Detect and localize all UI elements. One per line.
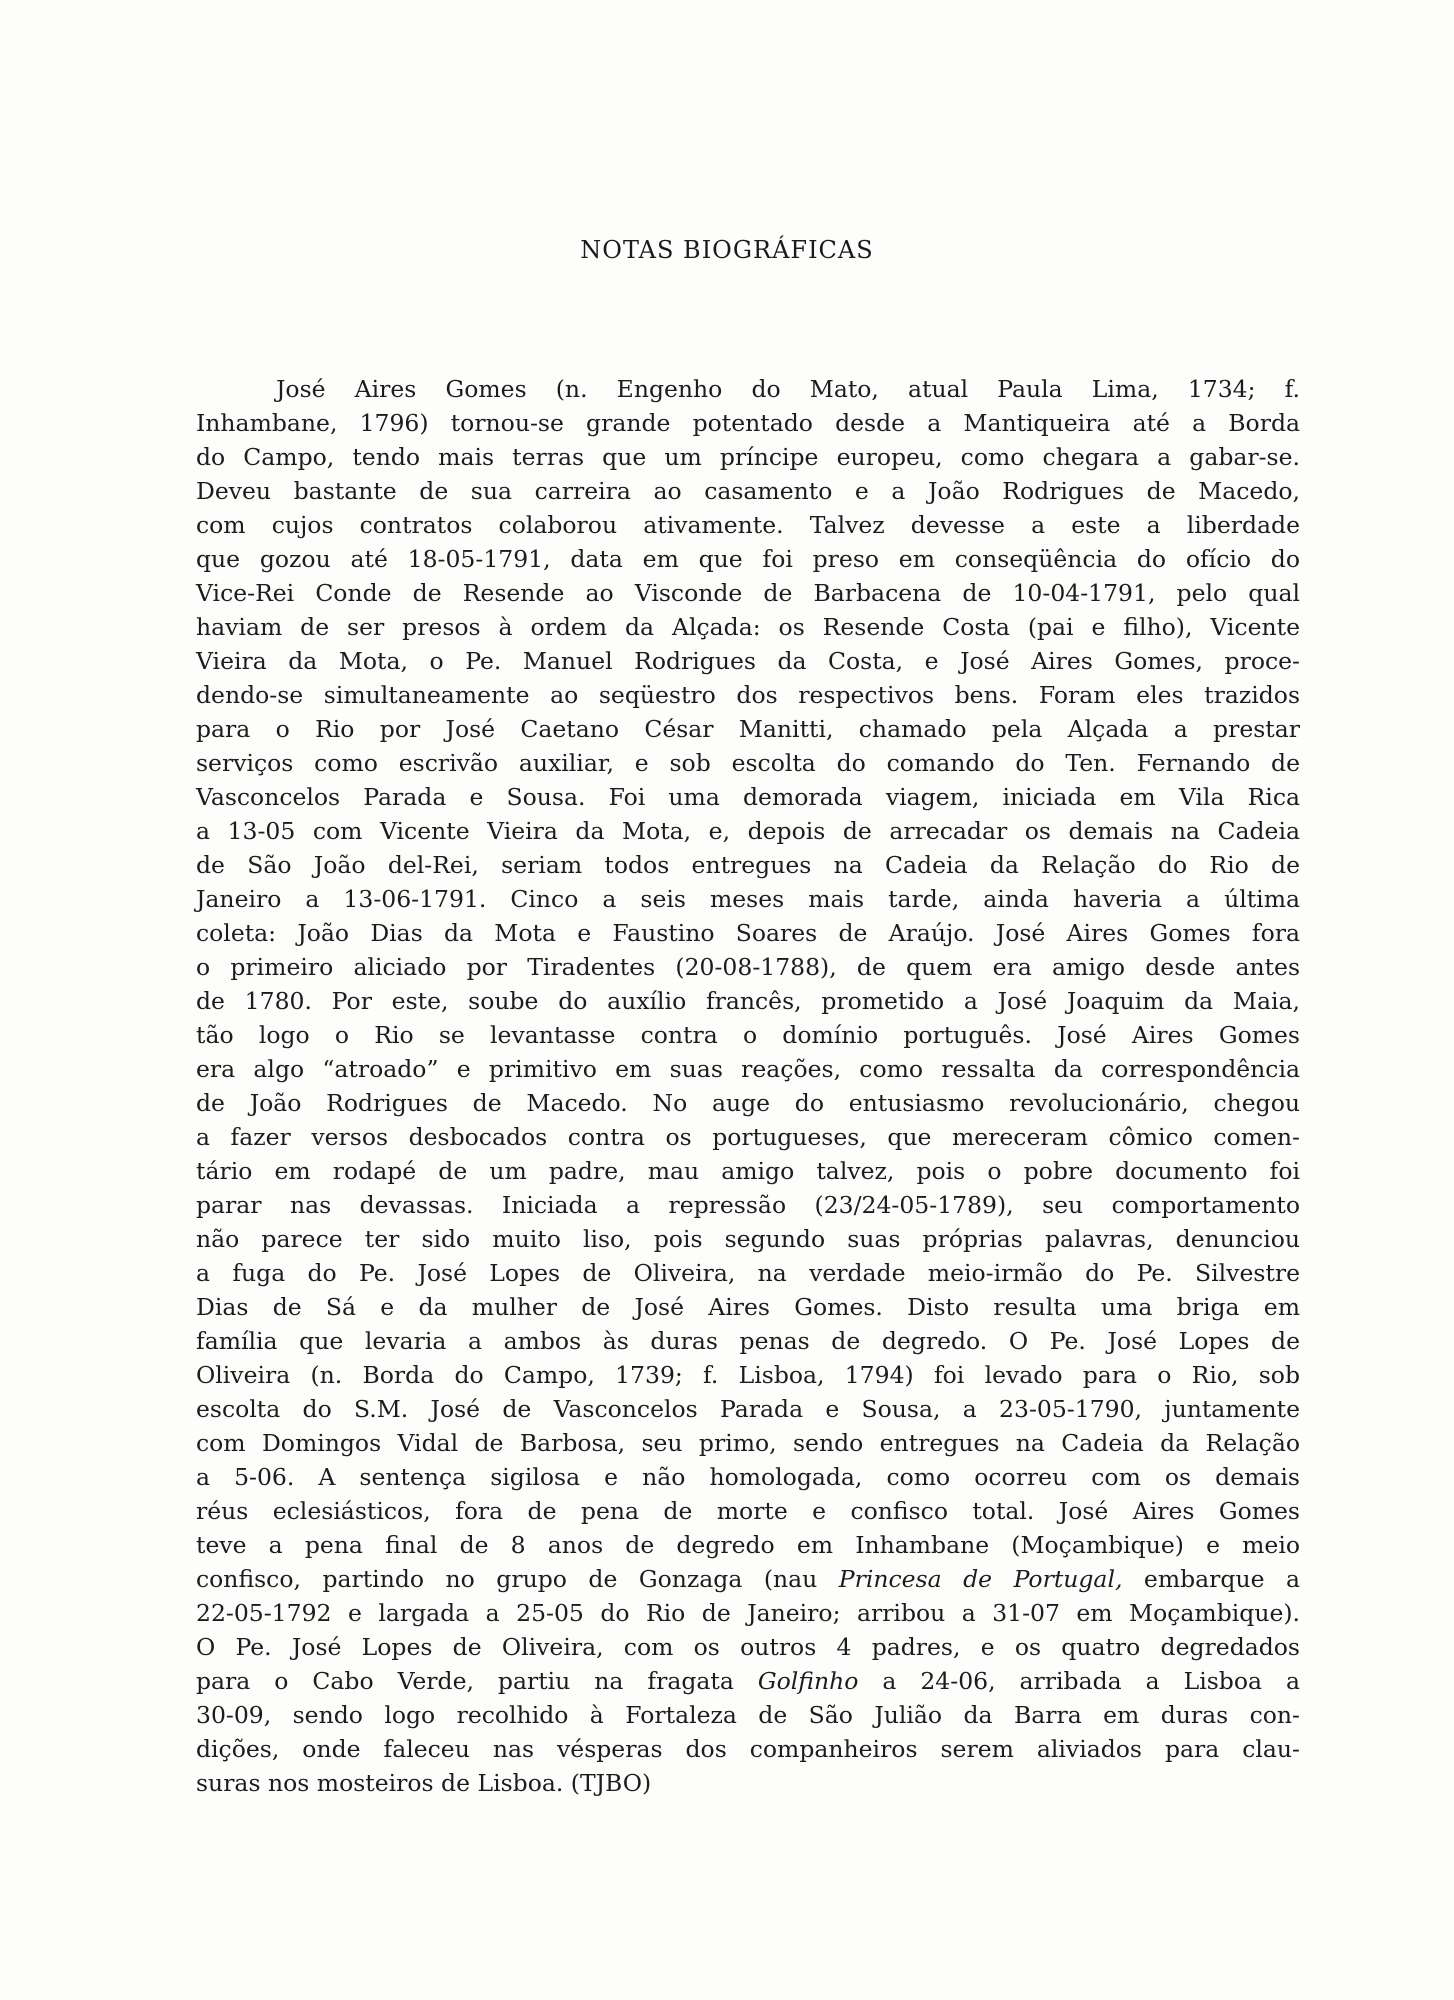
text-segment: a fazer versos desbocados contra os portugueses, que mereceram cômico comen- <box>196 1123 1300 1151</box>
text-line <box>196 1562 1300 1596</box>
text-line <box>196 542 1300 576</box>
text-line <box>196 1222 1300 1256</box>
text-segment: confisco, partindo no grupo de Gonzaga (nau <box>196 1565 839 1593</box>
text-line <box>196 644 1300 678</box>
text-segment: que gozou até 18-05-1791, data em que foi preso em conseqüência do ofício do <box>196 545 1300 573</box>
text-segment: coleta: João Dias da Mota e Faustino Soares de Araújo. José Aires Gomes fora <box>196 919 1300 947</box>
text-segment: teve a pena final de 8 anos de degredo em Inhambane (Moçambique) e meio <box>196 1531 1300 1559</box>
text-line <box>196 1460 1300 1494</box>
biography-paragraph <box>196 372 1300 1800</box>
text-line <box>196 1256 1300 1290</box>
text-line <box>196 610 1300 644</box>
text-line <box>196 746 1300 780</box>
text-line <box>196 1086 1300 1120</box>
text-segment: Vice-Rei Conde de Resende ao Visconde de Barbacena de 10-04-1791, pelo qual <box>196 579 1300 607</box>
text-line <box>196 780 1300 814</box>
text-line <box>196 712 1300 746</box>
text-segment: de João Rodrigues de Macedo. No auge do entusiasmo revolucionário, chegou <box>196 1089 1300 1117</box>
text-line <box>196 1358 1300 1392</box>
text-segment: Vasconcelos Parada e Sousa. Foi uma demorada viagem, iniciada em Vila Rica <box>196 783 1300 811</box>
text-line <box>196 372 1300 406</box>
text-segment: Oliveira (n. Borda do Campo, 1739; f. Lisboa, 1794) foi levado para o Rio, sob <box>196 1361 1300 1389</box>
text-line <box>196 406 1300 440</box>
text-segment: dendo-se simultaneamente ao seqüestro dos respectivos bens. Foram eles trazidos <box>196 681 1300 709</box>
text-segment: Janeiro a 13-06-1791. Cinco a seis meses mais tarde, ainda haveria a última <box>196 885 1300 913</box>
text-segment: 22-05-1792 e largada a 25-05 do Rio de Janeiro; arribou a 31-07 em Moçambique). <box>196 1599 1300 1627</box>
text-segment: a 5-06. A sentença sigilosa e não homologada, como ocorreu com os demais <box>196 1463 1300 1491</box>
text-line <box>196 814 1300 848</box>
text-segment: família que levaria a ambos às duras penas de degredo. O Pe. José Lopes de <box>196 1327 1300 1355</box>
italic-title: Princesa de Portugal, <box>838 1565 1123 1593</box>
text-segment: embarque a <box>1122 1565 1301 1593</box>
text-segment: O Pe. José Lopes de Oliveira, com os outros 4 padres, e os quatro degredados <box>196 1633 1300 1661</box>
text-line <box>196 1052 1300 1086</box>
text-segment: tão logo o Rio se levantasse contra o domínio português. José Aires Gomes <box>196 1021 1300 1049</box>
text-segment: serviços como escrivão auxiliar, e sob escolta do comando do Ten. Fernando de <box>196 749 1300 777</box>
text-line <box>196 1120 1300 1154</box>
text-line <box>196 1596 1300 1630</box>
text-segment: José Aires Gomes (n. Engenho do Mato, atual Paula Lima, 1734; f. <box>276 375 1300 403</box>
text-segment: a 13-05 com Vicente Vieira da Mota, e, depois de arrecadar os demais na Cadeia <box>196 817 1300 845</box>
text-segment: réus eclesiásticos, fora de pena de morte e confisco total. José Aires Gomes <box>196 1497 1300 1525</box>
text-line <box>196 1392 1300 1426</box>
text-segment: a 24-06, arribada a Lisboa a <box>858 1667 1300 1695</box>
italic-title: Golfinho <box>757 1667 859 1695</box>
text-segment: parar nas devassas. Iniciada a repressão (23/24-05-1789), seu comportamento <box>196 1191 1300 1219</box>
text-segment: do Campo, tendo mais terras que um príncipe europeu, como chegara a gabar-se. <box>196 443 1300 471</box>
text-segment: Deveu bastante de sua carreira ao casamento e a João Rodrigues de Macedo, <box>196 477 1300 505</box>
text-line <box>196 1188 1300 1222</box>
text-line <box>196 474 1300 508</box>
text-segment: escolta do S.M. José de Vasconcelos Parada e Sousa, a 23-05-1790, juntamente <box>196 1395 1300 1423</box>
text-line <box>196 1324 1300 1358</box>
text-line <box>196 1766 1300 1800</box>
text-line <box>196 1664 1300 1698</box>
text-segment: de São João del-Rei, seriam todos entregues na Cadeia da Relação do Rio de <box>196 851 1300 879</box>
text-line <box>196 1154 1300 1188</box>
text-segment: haviam de ser presos à ordem da Alçada: os Resende Costa (pai e filho), Vicente <box>196 613 1300 641</box>
text-line <box>196 508 1300 542</box>
text-line <box>196 1494 1300 1528</box>
text-line <box>196 576 1300 610</box>
text-line <box>196 882 1300 916</box>
text-segment: com cujos contratos colaborou ativamente. Talvez devesse a este a liberdade <box>196 511 1300 539</box>
text-line <box>196 1630 1300 1664</box>
text-segment: dições, onde faleceu nas vésperas dos companheiros serem aliviados para clau- <box>196 1735 1300 1763</box>
text-segment: a fuga do Pe. José Lopes de Oliveira, na verdade meio-irmão do Pe. Silvestre <box>196 1259 1300 1287</box>
text-line <box>196 1528 1300 1562</box>
text-line <box>196 440 1300 474</box>
text-line <box>196 1732 1300 1766</box>
text-segment: Dias de Sá e da mulher de José Aires Gomes. Disto resulta uma briga em <box>196 1293 1300 1321</box>
text-segment: com Domingos Vidal de Barbosa, seu primo, sendo entregues na Cadeia da Relação <box>196 1429 1300 1457</box>
text-segment: tário em rodapé de um padre, mau amigo talvez, pois o pobre documento foi <box>196 1157 1300 1185</box>
text-segment: 30-09, sendo logo recolhido à Fortaleza de São Julião da Barra em duras con- <box>196 1701 1300 1729</box>
text-segment: suras nos mosteiros de Lisboa. (TJBO) <box>196 1769 652 1797</box>
text-segment: o primeiro aliciado por Tiradentes (20-08-1788), de quem era amigo desde antes <box>196 953 1300 981</box>
text-line <box>196 950 1300 984</box>
text-segment: não parece ter sido muito liso, pois segundo suas próprias palavras, denunciou <box>196 1225 1300 1253</box>
text-segment: para o Cabo Verde, partiu na fragata <box>196 1667 758 1695</box>
section-heading: NOTAS BIOGRÁFICAS <box>580 236 874 264</box>
text-line <box>196 1018 1300 1052</box>
text-segment: Inhambane, 1796) tornou-se grande potentado desde a Mantiqueira até a Borda <box>196 409 1300 437</box>
text-segment: Vieira da Mota, o Pe. Manuel Rodrigues da Costa, e José Aires Gomes, proce- <box>196 647 1300 675</box>
text-segment: era algo “atroado” e primitivo em suas reações, como ressalta da correspondência <box>196 1055 1300 1083</box>
text-line <box>196 1426 1300 1460</box>
text-line <box>196 984 1300 1018</box>
text-segment: para o Rio por José Caetano César Manitti, chamado pela Alçada a prestar <box>196 715 1300 743</box>
text-segment: de 1780. Por este, soube do auxílio francês, prometido a José Joaquim da Maia, <box>196 987 1300 1015</box>
text-line <box>196 848 1300 882</box>
text-line <box>196 1698 1300 1732</box>
text-line <box>196 916 1300 950</box>
text-line <box>196 678 1300 712</box>
text-line <box>196 1290 1300 1324</box>
